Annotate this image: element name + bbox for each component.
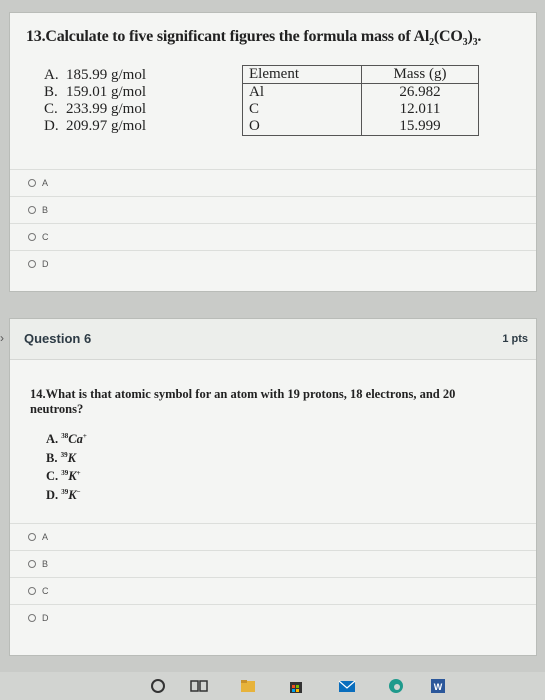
answer-option-d[interactable]: D bbox=[10, 604, 536, 631]
word-icon[interactable] bbox=[430, 678, 446, 694]
table-row: O 15.999 bbox=[243, 118, 479, 136]
answer-option-a[interactable]: A bbox=[10, 169, 536, 196]
question-text: 14.What is that atomic symbol for an atom with 19 protons, 18 electrons, and 20 neutrons? bbox=[30, 387, 456, 416]
question-5-card bbox=[9, 12, 537, 292]
choice-c: C. 233.99 g/mol bbox=[44, 101, 147, 117]
collapse-arrow-icon: › bbox=[0, 331, 4, 345]
choices-list bbox=[46, 429, 87, 504]
radio-button[interactable] bbox=[28, 533, 36, 541]
table-header-element: Element bbox=[243, 66, 362, 84]
answer-option-b[interactable]: B bbox=[10, 550, 536, 577]
radio-button[interactable] bbox=[28, 233, 36, 241]
answer-options bbox=[10, 169, 536, 277]
answer-option-c[interactable]: C bbox=[10, 223, 536, 250]
cortana-circle-icon[interactable] bbox=[150, 678, 166, 694]
taskbar bbox=[0, 672, 545, 700]
question-header bbox=[10, 319, 536, 360]
question-title: Question 6 bbox=[24, 331, 92, 346]
edge-icon[interactable] bbox=[388, 678, 404, 694]
choice-d: D. 209.97 g/mol bbox=[44, 118, 147, 134]
answer-option-a[interactable]: A bbox=[10, 523, 536, 550]
question-points: 1 pts bbox=[502, 333, 528, 345]
table-header-mass: Mass (g) bbox=[362, 66, 479, 84]
answer-option-c[interactable]: C bbox=[10, 577, 536, 604]
atomic-mass-table bbox=[242, 65, 479, 136]
radio-button[interactable] bbox=[28, 587, 36, 595]
store-icon[interactable] bbox=[288, 678, 304, 694]
choice-b: B. 159.01 g/mol bbox=[44, 84, 147, 100]
radio-button[interactable] bbox=[28, 179, 36, 187]
question-text: 13.Calculate to five significant figures the formula mass of $Al_2(CO_3)_3$. bbox=[26, 28, 482, 49]
radio-button[interactable] bbox=[28, 260, 36, 268]
answer-option-b[interactable]: B bbox=[10, 196, 536, 223]
radio-button[interactable] bbox=[28, 560, 36, 568]
table-row: C 12.011 bbox=[243, 101, 479, 118]
svg-text:W: W bbox=[433, 682, 443, 692]
file-explorer-icon[interactable] bbox=[240, 678, 256, 694]
table-row: Al 26.982 bbox=[243, 84, 479, 102]
choice-d: D. $^{39}$K− bbox=[46, 487, 81, 503]
mail-icon[interactable] bbox=[338, 678, 356, 694]
task-view-icon[interactable] bbox=[190, 678, 208, 694]
choices-list bbox=[44, 67, 146, 135]
choice-c: C. $^{39}$K+ bbox=[46, 469, 81, 484]
question-6-card bbox=[9, 318, 537, 656]
choice-a: A. $^{38}$Ca+ bbox=[46, 432, 87, 447]
radio-button[interactable] bbox=[28, 614, 36, 622]
answer-options bbox=[10, 523, 536, 631]
choice-b: B. $^{39}$K bbox=[46, 450, 76, 465]
choice-a: A. 185.99 g/mol bbox=[44, 67, 147, 83]
radio-button[interactable] bbox=[28, 206, 36, 214]
answer-option-d[interactable]: D bbox=[10, 250, 536, 277]
